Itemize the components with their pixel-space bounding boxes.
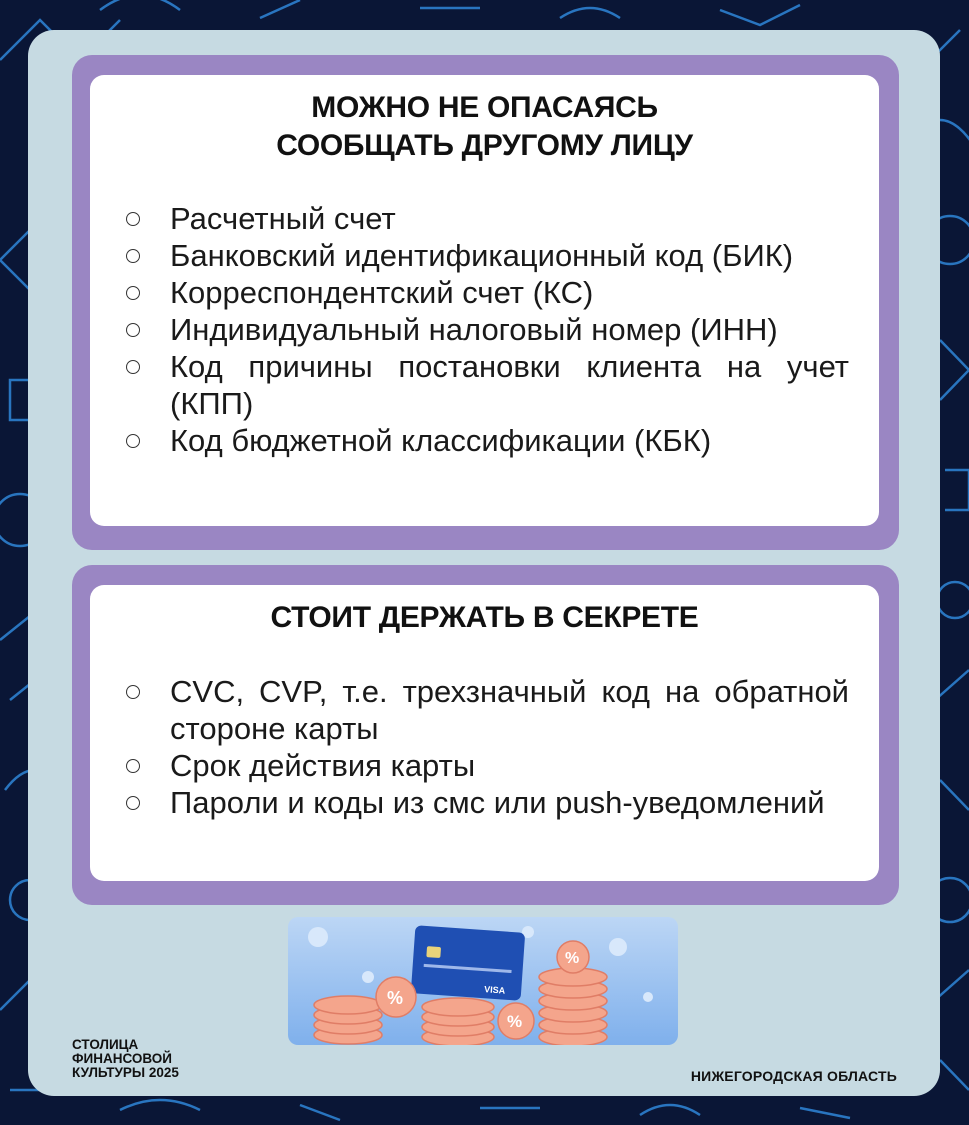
bullet-icon [126, 249, 140, 263]
secret-info-list [120, 673, 849, 821]
bullet-icon [126, 360, 140, 374]
svg-text:%: % [507, 1012, 523, 1031]
capital-finance-culture-logo: СТОЛИЦА ФИНАНСОВОЙ КУЛЬТУРЫ 2025 [72, 1037, 179, 1080]
list-item: Код причины постановки клиента на учет (КПП) [120, 348, 849, 422]
svg-text:%: % [387, 988, 404, 1008]
list-item: Банковский идентификационный код (БИК) [120, 237, 849, 274]
safe-info-title-line-2: СООБЩАТЬ ДРУГОМУ ЛИЦУ [276, 129, 693, 162]
bullet-icon [126, 759, 140, 773]
safe-info-card [90, 75, 879, 526]
list-item: Индивидуальный налоговый номер (ИНН) [120, 311, 849, 348]
card-brand-label: VISA [483, 984, 506, 996]
bullet-icon [126, 323, 140, 337]
bullet-icon [126, 286, 140, 300]
list-item: CVC, CVP, т.е. трехзначный код на обратной стороне карты [120, 673, 849, 747]
bullet-icon [126, 434, 140, 448]
secret-info-title: СТОИТ ДЕРЖАТЬ В СЕКРЕТЕ [270, 601, 699, 634]
bank-card-illustration [288, 917, 678, 1045]
bullet-icon [126, 212, 140, 226]
list-item: Срок действия карты [120, 747, 849, 784]
svg-text:%: % [565, 950, 580, 967]
secret-info-card [90, 585, 879, 881]
bullet-icon [126, 796, 140, 810]
list-item: Расчетный счет [120, 200, 849, 237]
safe-info-title [90, 89, 879, 165]
list-item: Код бюджетной классификации (КБК) [120, 422, 849, 459]
safe-info-frame [72, 55, 899, 550]
secret-info-frame [72, 565, 899, 905]
safe-info-title-line-1: МОЖНО НЕ ОПАСАЯСЬ [311, 91, 658, 124]
list-item: Пароли и коды из смс или push-уведомлений [120, 784, 849, 821]
credit-card-icon [411, 925, 525, 1001]
safe-info-list [120, 200, 849, 459]
bullet-icon [126, 685, 140, 699]
region-label: НИЖЕГОРОДСКАЯ ОБЛАСТЬ [690, 1068, 897, 1084]
list-item: Корреспондентский счет (КС) [120, 274, 849, 311]
